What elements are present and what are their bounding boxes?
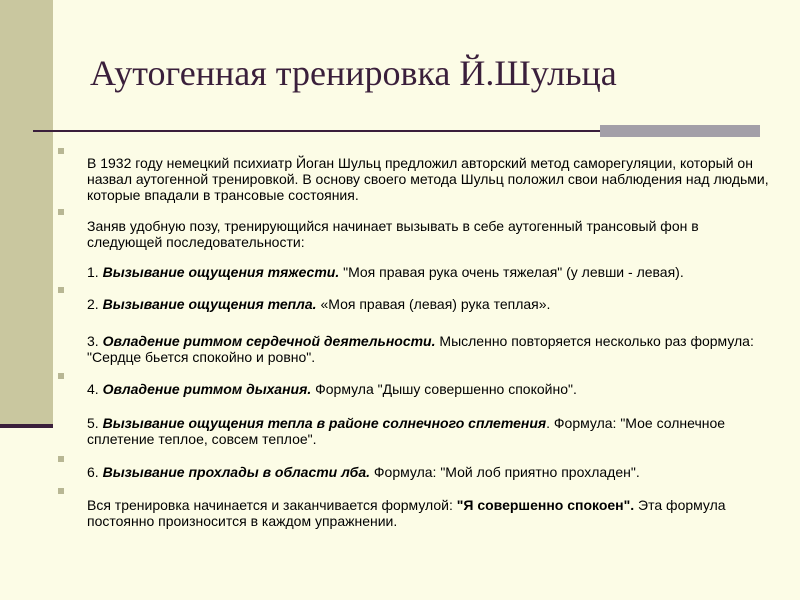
bullet-marker — [58, 456, 64, 462]
step-number: 1. — [87, 264, 103, 280]
step-title: Овладение ритмом дыхания. — [102, 381, 312, 397]
step-title: Овладение ритмом сердечной деятельности. — [102, 333, 436, 349]
step-text: Мысленно повторяется несколько раз формула: "Сердце бьется спокойно и ровно". — [87, 333, 754, 365]
bullet-marker — [58, 287, 64, 293]
step-text: Формула: "Мой лоб приятно прохладен". — [370, 464, 640, 480]
bullet-marker — [58, 148, 64, 154]
bullet-marker — [58, 488, 64, 494]
step-number: 3. — [87, 333, 103, 349]
step-item — [87, 381, 772, 397]
paragraph-intro: В 1932 году немецкий психиатр Йоган Шульц предложил авторский метод саморегуляции, который он назвал аутогенной тренировкой. В основу своего метода Шульц положил свои наблюдения над людьми, которые впадали в трансовые состояния. — [87, 155, 769, 203]
step-text: "Моя правая рука очень тяжелая" (у левши - левая). — [339, 264, 684, 280]
step-number: 5. — [87, 415, 103, 431]
title-divider-accent — [600, 125, 760, 137]
step-text: . Формула: "Мое солнечное сплетение теплое, совсем теплое". — [87, 415, 726, 447]
step-item — [87, 264, 772, 280]
bullet-marker — [58, 209, 64, 215]
step-item — [87, 296, 772, 312]
final-text-start: Вся тренировка начинается и заканчивается формулой: — [87, 497, 457, 513]
slide-title: Аутогенная тренировка Й.Шульца — [90, 53, 617, 93]
step-number: 2. — [87, 296, 103, 312]
final-text-end: Эта формула постоянно произносится в каждом упражнении. — [87, 497, 726, 529]
step-title: Вызывание ощущения тяжести. — [102, 264, 340, 280]
step-text: «Моя правая (левая) рука теплая». — [316, 296, 551, 312]
paragraph-final — [87, 497, 772, 529]
step-title: Вызывание ощущения тепла. — [102, 296, 317, 312]
paragraph-pose: Заняв удобную позу, тренирующийся начинает вызывать в себе аутогенный трансовый фон в следующей последовательности: — [87, 218, 699, 250]
bullet-marker — [58, 373, 64, 379]
left-decor-bar-base — [0, 424, 53, 428]
step-title: Вызывание прохлады в области лба. — [102, 464, 370, 480]
step-number: 4. — [87, 381, 103, 397]
step-text: Формула "Дышу совершенно спокойно". — [311, 381, 577, 397]
left-decor-bar — [0, 0, 53, 426]
final-formula: "Я совершенно спокоен". — [456, 497, 635, 513]
step-item — [87, 415, 772, 447]
step-item — [87, 464, 772, 480]
step-number: 6. — [87, 464, 103, 480]
step-title: Вызывание ощущения тепла в районе солнечного сплетения — [102, 415, 547, 431]
step-item — [87, 333, 772, 365]
